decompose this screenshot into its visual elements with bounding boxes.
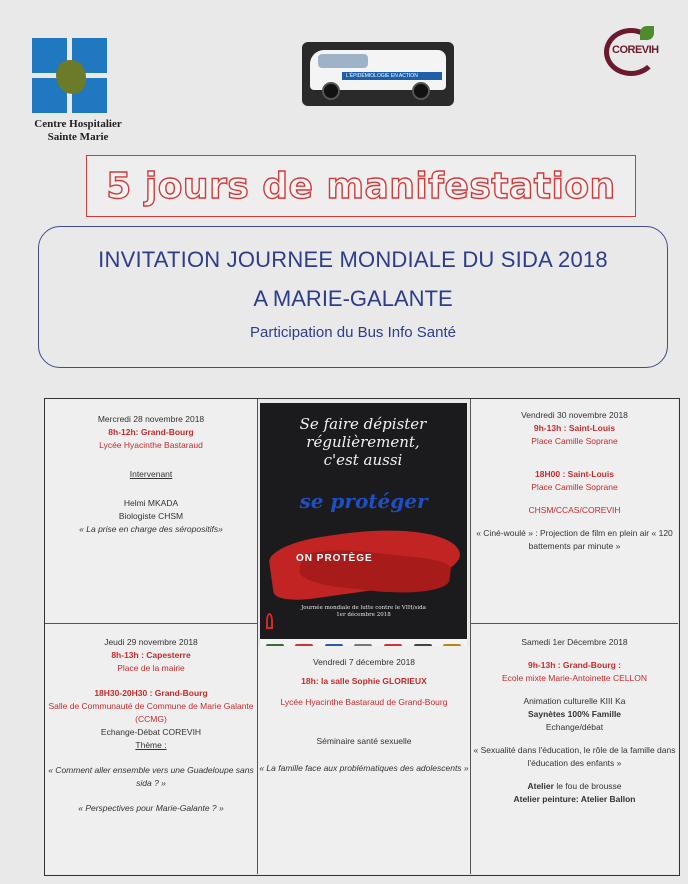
workshop-1: Atelier le fou de brousse (527, 781, 622, 791)
day-venue: Lycée Hyacinthe Bastaraud de Grand-Bourg (280, 697, 448, 707)
day-time: 9h-13h : Grand-Bourg : (527, 660, 622, 670)
day-time: 18h: la salle Sophie GLORIEUX (301, 676, 427, 686)
debate: Echange-Débat COREVIH (100, 727, 202, 737)
theme-question-2: « Perspectives pour Marie-Galante ? » (78, 803, 224, 813)
day-date: Mercredi 28 novembre 2018 (97, 414, 205, 424)
day-time: 8h-12h: Grand-Bourg (108, 427, 194, 437)
program-grid (44, 398, 680, 876)
saynetes: Saynètes 100% Famille (527, 709, 622, 719)
bus-label: L'ÉPIDÉMIOLOGIE EN ACTION (342, 72, 442, 80)
day-date: Samedi 1er Décembre 2018 (521, 637, 628, 647)
theme: « Sexualité dans l'éducation, le rôle de la famille dans l'éducation des enfants » (473, 745, 676, 768)
day-venue: Lycée Hyacinthe Bastaraud (99, 440, 203, 450)
speakers-label: Intervenant (129, 469, 173, 479)
day-venue-2: Place Camille Soprane (531, 482, 618, 492)
poster-emphasis: se protéger (299, 489, 428, 513)
day-friday-30 (470, 399, 678, 624)
day-venue: Place de la mairie (117, 663, 185, 673)
day-time-2: 18H00 : Saint-Louis (535, 469, 614, 479)
day-venue-2: Salle de Communauté de Commune de Marie Galante (CCMG) (48, 701, 254, 724)
seminar: Séminaire santé sexuelle (316, 736, 412, 746)
hospital-logo (30, 38, 140, 144)
day-date: Jeudi 29 novembre 2018 (104, 637, 198, 647)
day-date: Vendredi 7 décembre 2018 (312, 657, 416, 667)
poster-words: ON PROTÈGE (296, 553, 373, 564)
corevih-logo (600, 22, 666, 82)
day-date: Vendredi 30 novembre 2018 (521, 410, 628, 420)
speaker-role: Biologiste CHSM (118, 511, 184, 521)
topic: « La prise en charge des séropositifs» (79, 524, 223, 534)
day-time: 9h-13h : Saint-Louis (533, 423, 616, 433)
day-venue: Ecole mixte Marie-Antoinette CELLON (501, 673, 648, 683)
day-friday-7 (258, 646, 470, 874)
topic: « La famille face aux problématiques des adolescents » (259, 763, 469, 773)
day-thursday (45, 624, 258, 874)
day-wednesday (45, 399, 258, 624)
workshop-2: Atelier peinture: Atelier Ballon (513, 794, 636, 804)
day-venue: Place Camille Soprane (531, 436, 618, 446)
invitation-title: INVITATION JOURNEE MONDIALE DU SIDA 2018 (98, 247, 608, 272)
hospital-name: Centre Hospitalier Sainte Marie (34, 118, 122, 143)
hospital-logo-icon (32, 38, 108, 114)
poster-headline: Se faire dépister régulièrement, c'est aussi (299, 415, 427, 469)
campaign-poster (260, 403, 467, 639)
day-saturday (470, 624, 678, 874)
invitation-location: A MARIE-GALANTE (253, 286, 453, 311)
invitation-box (38, 226, 668, 368)
cine-event: « Ciné-woulé » : Projection de film en plein air « 120 battements par minute » (476, 528, 673, 551)
speaker-name: Helmi MKADA (123, 498, 179, 508)
banner-title: 5 jours de manifestation (106, 165, 616, 207)
bus-photo (302, 42, 454, 106)
red-ribbon-icon (266, 613, 273, 629)
exchange: Echange/débat (545, 722, 604, 732)
corevih-label: COREVIH (612, 44, 659, 56)
invitation-subtitle: Participation du Bus Info Santé (250, 324, 456, 341)
theme-question-1: « Comment aller ensemble vers une Guadeloupe sans sida ? » (48, 765, 254, 788)
day-time: 8h-13h : Capesterre (111, 650, 191, 660)
theme-label: Thème : (135, 740, 167, 750)
poster-footer: Journée mondiale de lutte contre le VIH/sida 1er décembre 2018 (301, 605, 426, 618)
animation: Animation culturelle KIII Ka (523, 696, 626, 706)
banner (86, 155, 636, 217)
day-time-2: 18H30-20H30 : Grand-Bourg (94, 688, 208, 698)
organizers: CHSM/CCAS/COREVIH (528, 505, 621, 515)
